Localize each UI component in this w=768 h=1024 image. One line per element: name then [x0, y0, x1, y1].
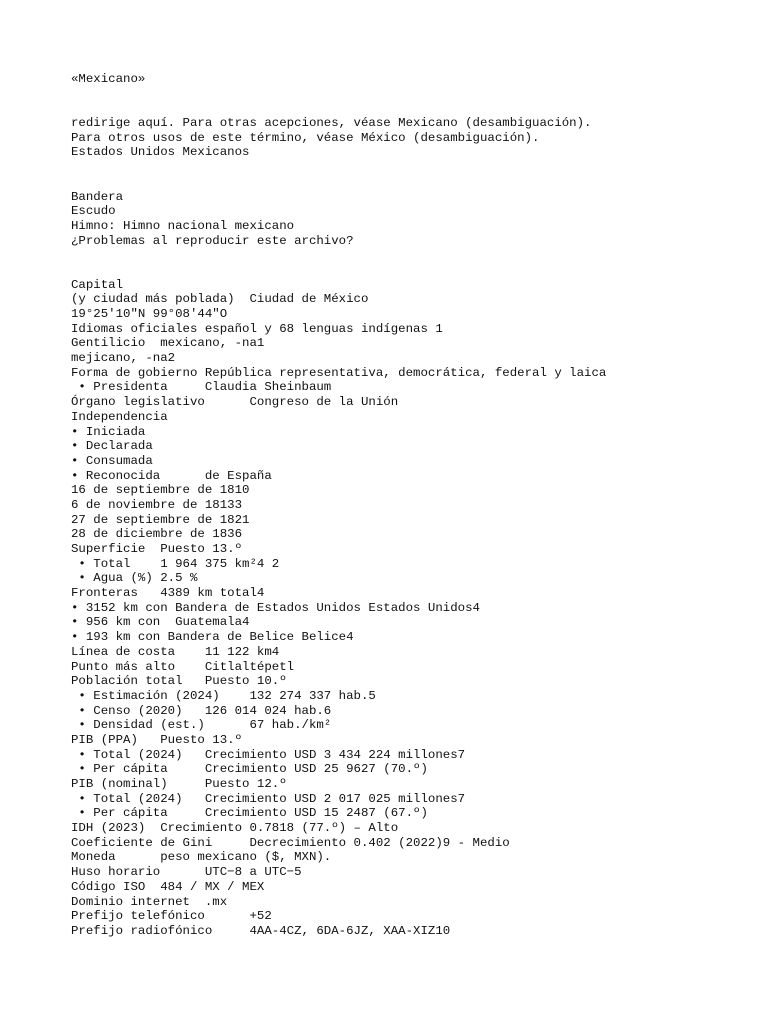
- text-line: Idiomas oficiales español y 68 lenguas indígenas 1: [71, 321, 443, 336]
- text-line: • Declarada: [71, 439, 153, 454]
- text-line: Moneda peso mexicano ($, MXN).: [71, 850, 332, 865]
- text-line: Código ISO 484 / MX / MEX: [71, 879, 265, 894]
- text-line: (y ciudad más poblada) Ciudad de México: [71, 292, 369, 307]
- text-line: 19°25′10″N 99°08′44″O: [71, 307, 228, 322]
- text-line: Órgano legislativo Congreso de la Unión: [71, 395, 399, 410]
- text-line: Gentilicio mexicano, -na1: [71, 336, 265, 351]
- text-line: IDH (2023) Crecimiento 0.7818 (77.º) – Alto: [71, 821, 399, 836]
- text-line: • Total (2024) Crecimiento USD 3 434 224 millones7: [71, 747, 466, 762]
- text-line: Prefijo radiofónico 4AA-4CZ, 6DA-6JZ, XAA-XIZ10: [71, 923, 451, 938]
- text-line: 27 de septiembre de 1821: [71, 512, 250, 527]
- text-line: Escudo: [71, 204, 116, 219]
- text-line: Para otros usos de este término, véase México (desambiguación).: [71, 130, 540, 145]
- text-line: 6 de noviembre de 18133: [71, 497, 243, 512]
- text-line: • 193 km con Bandera de Belice Belice4: [71, 630, 354, 645]
- text-line: • Total 1 964 375 km²4 2: [71, 556, 280, 571]
- text-line: Capital: [71, 277, 124, 292]
- text-line: mejicano, -na2: [71, 351, 176, 366]
- text-line: Fronteras 4389 km total4: [71, 586, 265, 601]
- text-line: Bandera: [71, 189, 124, 204]
- text-line: PIB (nominal) Puesto 12.º: [71, 777, 287, 792]
- spacer: [71, 248, 751, 277]
- text-line: ¿Problemas al reproducir este archivo?: [71, 233, 354, 248]
- text-line: Población total Puesto 10.º: [71, 674, 287, 689]
- text-line: PIB (PPA) Puesto 13.º: [71, 732, 243, 747]
- text-line: «Mexicano»: [71, 72, 146, 86]
- text-line: • Per cápita Crecimiento USD 25 9627 (70.º): [71, 762, 428, 777]
- text-line: Estados Unidos Mexicanos: [71, 145, 250, 160]
- text-line: Forma de gobierno República representativa, democrática, federal y laica: [71, 365, 607, 380]
- spacer: [71, 87, 751, 116]
- text-line: • Densidad (est.) 67 hab./km²: [71, 718, 332, 733]
- text-line: • 3152 km con Bandera de Estados Unidos Estados Unidos4: [71, 600, 480, 615]
- text-line: • Censo (2020) 126 014 024 hab.6: [71, 703, 332, 718]
- text-line: Coeficiente de Gini Decrecimiento 0.402 (2022)9 - Medio: [71, 835, 510, 850]
- document-page: [71, 72, 751, 939]
- text-line: • Total (2024) Crecimiento USD 2 017 025 millones7: [71, 791, 466, 806]
- text-line: redirige aquí. Para otras acepciones, véase Mexicano (desambiguación).: [71, 116, 592, 131]
- text-line: • Reconocida de España: [71, 468, 272, 483]
- text-line: Huso horario UTC−8 a UTC−5: [71, 865, 302, 880]
- text-line: Dominio internet .mx: [71, 894, 228, 909]
- spacer: [71, 160, 751, 189]
- text-line: Punto más alto Citlaltépetl: [71, 659, 295, 674]
- text-line: Línea de costa 11 122 km4: [71, 644, 280, 659]
- text-line: 28 de diciembre de 1836: [71, 527, 243, 542]
- text-line: • 956 km con Guatemala4: [71, 615, 250, 630]
- text-line: • Consumada: [71, 453, 153, 468]
- text-line: Prefijo telefónico +52: [71, 909, 272, 924]
- text-line: • Estimación (2024) 132 274 337 hab.5: [71, 688, 376, 703]
- text-line: • Per cápita Crecimiento USD 15 2487 (67.º): [71, 806, 428, 821]
- text-line: 16 de septiembre de 1810: [71, 483, 250, 498]
- text-line: Superficie Puesto 13.º: [71, 542, 243, 557]
- text-line: • Iniciada: [71, 424, 146, 439]
- text-line: Himno: Himno nacional mexicano: [71, 218, 295, 233]
- text-line: • Presidenta Claudia Sheinbaum: [71, 380, 332, 395]
- text-line: • Agua (%) 2.5 %: [71, 571, 198, 586]
- text-line: Independencia: [71, 409, 168, 424]
